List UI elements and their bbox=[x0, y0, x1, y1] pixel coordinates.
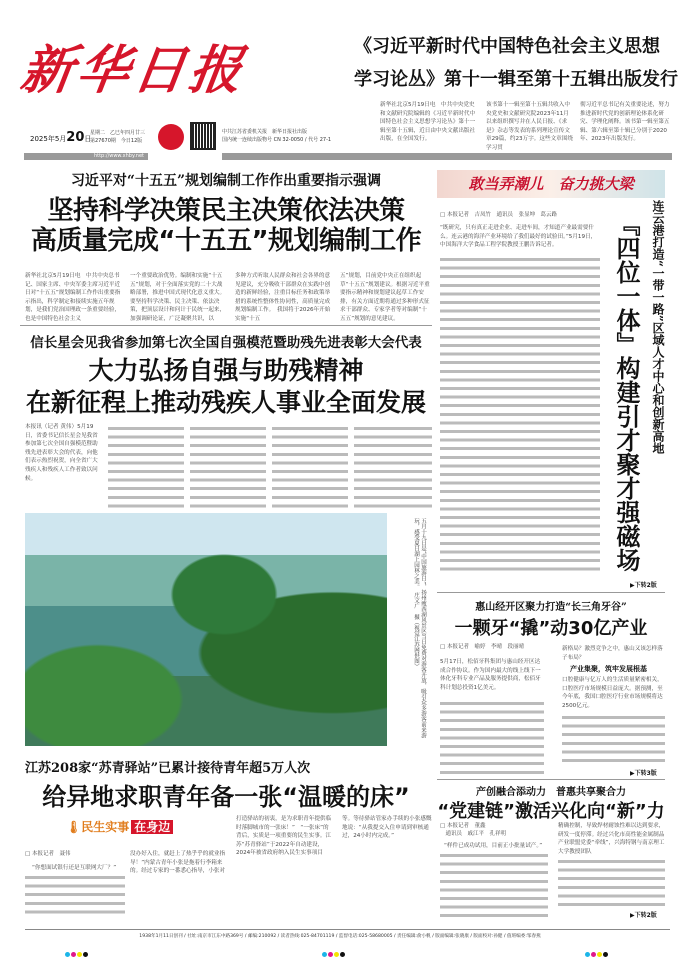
story5-body bbox=[558, 858, 665, 908]
byline: 本报记者 聂伟 bbox=[31, 851, 71, 857]
badge-text2: 在身边 bbox=[131, 820, 173, 834]
story5-byline: □ 本报记者 董鑫 通讯员 戚江平 孔祥明 bbox=[440, 823, 507, 837]
story4-side2: 口腔健康与亿万人的生活质量紧密相关，口腔医疗市场规模日益庞大。据预测，至今年底，我国口腔医疗行业市场规模将达2500亿元。 bbox=[562, 677, 663, 709]
story5-lead: “样件已成功试用，目前正小批量试产。” bbox=[444, 843, 543, 849]
color-marks-icon bbox=[65, 942, 89, 961]
story3-col4: 等。等待驿站管家办手续的小张感慨地说：“从我提交入住申请到审核通过，24小时内完成。” bbox=[342, 816, 432, 840]
story3-body bbox=[25, 874, 125, 919]
right-lead: “既研究，只有真正走进企业、走进车间，才知道产业最需要什么。连云港的海洋产业环境给了我们最好的试验田。”5月19日，中国海洋大学食品工程学院教授王鹏告诉记者。 bbox=[440, 225, 597, 249]
publisher-info bbox=[222, 128, 331, 144]
issue-date bbox=[30, 130, 91, 145]
lead-headline-line1: 《习近平新时代中国特色社会主义思想 bbox=[354, 36, 660, 57]
lead-headline-line2: 学习论丛》第十一辑至第十五辑出版发行 bbox=[354, 69, 678, 90]
divider bbox=[437, 592, 665, 593]
lead-headline bbox=[354, 30, 678, 96]
website-link[interactable]: http://www.xhby.net bbox=[24, 153, 148, 160]
header-bar bbox=[222, 153, 672, 160]
story4-side: 新格局？激烈竞争之中，惠山又该怎样落子布局？ bbox=[562, 646, 663, 661]
right-body bbox=[440, 256, 600, 576]
qr-code-icon bbox=[190, 122, 216, 150]
cn-number: 国内统一连续出版物号 CN 32-0050 / 代号 27-1 bbox=[222, 137, 332, 143]
story4-lead: 5月17日，松佰牙科集团与惠山经开区达成合作协议。作为国内最大的线上线下一体化牙科专业产品及服务提供商，松佰牙科计划总投资1亿美元。 bbox=[440, 659, 541, 691]
date-suffix: 日 bbox=[84, 135, 92, 143]
jump-link[interactable]: ▶下转2版 bbox=[630, 912, 657, 919]
color-marks-icon bbox=[322, 942, 346, 961]
lead-body-col2: 该书第十一辑至第十五辑共收入中央党史和文献研究院2023年11月以来组织撰写并在人民日报、《求是》杂志等发表的系列理论宣传文章29篇，约23万字。这些文章围绕学习贯 bbox=[486, 102, 573, 151]
story2-kicker: 信长星会见我省参加第七次全国自强模范暨助残先进表彰大会代表 bbox=[30, 335, 422, 351]
color-marks-icon bbox=[585, 942, 609, 961]
story1-kicker: 习近平对“十五五”规划编制工作作出重要指示强调 bbox=[70, 173, 382, 189]
story1-headline-line1: 坚持科学决策民主决策依法决策 bbox=[47, 196, 405, 226]
story2-body bbox=[272, 425, 348, 509]
divider bbox=[437, 779, 665, 780]
story2-headline-line1: 大力弘扬自强与助残精神 bbox=[88, 356, 364, 385]
caption-text: 五月十九日是“中国旅游日”，扬州瘦西湖风景区当日免费对游客开放，吸引众多游客前来游玩，感受夏日湖上园林之美。 bbox=[413, 518, 426, 739]
story2-headline-line2: 在新征程上推动残疾人事业全面发展 bbox=[25, 388, 426, 417]
thermometer-icon: 🌡 bbox=[66, 820, 82, 834]
badge-text1: 民生实事 bbox=[81, 820, 130, 834]
weekday: 星期二 乙巳年四月廿三 bbox=[90, 130, 146, 136]
feature-badge bbox=[66, 818, 173, 835]
story3-col3: 打造驿站的初衷，是为求职青年提供临时落脚城市的一张床！” “一张床”的背后，实质是一项重要的民生实事。江苏“苏青驿站”于2022年自动建设，2024年被省政府纳入民生实事项目 bbox=[236, 816, 332, 857]
story2-body bbox=[190, 425, 266, 509]
issue-number: 第27670期 今日12版 bbox=[90, 138, 143, 144]
story1-headline bbox=[20, 196, 432, 256]
story1-col: 一个重要政治优势。编制和实施“十五五”规划，对于全面落实党的二十大战略部署，推进中国式现代化意义重大。要坚持科学决策、民主决策、依法决策，把顶层设计和问计于民统一起来，加强调研论证，广泛凝聚共识，以 bbox=[130, 273, 226, 322]
photo-slender-west-lake bbox=[25, 513, 387, 746]
byline: 通讯员 戚江平 孔祥明 bbox=[445, 830, 507, 837]
right-headline: 『四位一体』构建引才聚才强磁场 bbox=[612, 212, 640, 572]
publisher: 中共江苏省委机关报 新华日报社出版 bbox=[222, 129, 308, 135]
jump-link[interactable]: ▶下转2版 bbox=[630, 582, 657, 589]
issue-info bbox=[90, 129, 145, 145]
story2-lead: 本报讯（记者 黄伟）5月19日，省委书记信长星会见我省参加第七次全国自强模范暨助残先进表彰大会的代表，向他们表示热烈祝贺，向全省广大残疾人和残疾人工作者致以问候。 bbox=[25, 424, 98, 482]
story1-headline-line2: 高质量完成“十五五”规划编制工作 bbox=[30, 226, 422, 256]
story3-kicker: 江苏208家“苏青驿站”已累计接待青年超5万人次 bbox=[25, 761, 311, 776]
byline: 本报记者 吉凤竹 通讯员 张显坤 葛云路 bbox=[446, 212, 557, 218]
story4-headline: 一颗牙“撬”动30亿产业 bbox=[454, 618, 648, 639]
story3-byline: □ 本报记者 聂伟 bbox=[25, 851, 71, 857]
story5-col2: 精确控制，导致焊材耐蚀性难以达到要求，研发一度停滞。经过兴化市高性能金属制品产业联盟党委“牵线”，兴海特钢与南京理工大学教授团队 bbox=[558, 823, 665, 855]
story3-col2: 没办好入住，就赶上了热乎乎的就业指导！”内蒙古青年小张是拖着行李箱来的。经过专家的一番悉心指导，小张对 bbox=[130, 851, 226, 875]
photo-credit: 庄文广 摄（视觉江苏网供图） bbox=[413, 592, 419, 670]
story5-body bbox=[440, 852, 548, 918]
story3-headline: 给异地求职青年备一张“温暖的床” bbox=[42, 783, 410, 811]
story4-body bbox=[562, 714, 665, 766]
masthead-logo: 新华日报 bbox=[17, 40, 250, 101]
press-logo-icon bbox=[158, 124, 184, 150]
story5-kicker: 产创融合添动力 普惠共享聚合力 bbox=[476, 787, 626, 798]
lead-body-col1: 新华社北京5月19日电 中共中央党史和文献研究院编辑的《习近平新时代中国特色社会主义思想学习论丛》第十一辑至第十五辑，近日由中央文献出版社出版，在全国发行。 bbox=[380, 102, 476, 143]
story4-body bbox=[440, 700, 544, 778]
photo-caption bbox=[392, 518, 426, 744]
story2-body bbox=[108, 425, 184, 509]
footer-rule bbox=[25, 929, 670, 930]
story4-subhead: 产业集聚，筑牢发展根基 bbox=[570, 665, 647, 673]
series-banner: 敢当弄潮儿 奋力挑大梁 bbox=[437, 170, 665, 198]
date-prefix: 2025年5月 bbox=[30, 135, 67, 143]
story2-headline bbox=[20, 355, 432, 419]
divider bbox=[20, 325, 432, 326]
story3-lead: “你想面试银行还是互联网大厂？” bbox=[32, 865, 117, 871]
date-day: 20 bbox=[66, 130, 85, 145]
story2-body bbox=[354, 425, 432, 509]
story4-kicker: 惠山经开区聚力打造“长三角牙谷” bbox=[475, 602, 627, 613]
byline: 本报记者 董鑫 bbox=[446, 823, 486, 829]
story1-col: 多种方式听取人民群众和社会各界的意见建议，充分吸收干部群众在实践中创造的新鲜经验，注重目标任务和政策举措的系统性整体性协同性，高质量完成规划编制工作。 我国将于2026年开始实施“十五 bbox=[235, 273, 331, 322]
story5-headline: “党建链”激活兴化向“新”力 bbox=[437, 801, 665, 822]
right-kicker: 连云港打造“一带一路”区域人才中心和创新高地 bbox=[651, 200, 665, 454]
story4-byline: □ 本报记者 喻婷 李晴 段丽晴 bbox=[440, 644, 524, 650]
story1-col: 五”规划，目前党中央正在组织起草“十五五”规划建议。根据习近平重要指示精神和规划建议起草工作安排，有关方面近期将通过多种形式征求干部群众、专家学者等对编制“十五五”规划的意见建议。 bbox=[340, 273, 430, 322]
right-byline: □ 本报记者 吉凤竹 通讯员 张显坤 葛云路 bbox=[440, 212, 557, 218]
story1-col: 新华社北京5月19日电 中共中央总书记、国家主席、中央军委主席习近平近日对“十五五”规划编制工作作出重要指示指出，科学制定和接续实施五年规划，是我们党治国理政一条重要经验，也是中国特色社会主义 bbox=[25, 273, 121, 322]
lead-body-col3: 彻习近平总书记有关重要论述，努力推进新时代党的创新理论体系化研究、学理化阐释。该书第一辑至第五辑、第六辑至第十辑已分别于2020年、2023年出版发行。 bbox=[580, 102, 670, 143]
footer-info: 1938年1月11日创刊 / 社址:南京市江东中路369号 / 邮编:210092 / 读者热线:025-84701119 / 监督电话:025-58680005 / 责任编辑:俞小帆 / 版面编辑:张晓康 / 版面校对:孙健 / 值班编委:邹春燕 bbox=[139, 934, 541, 939]
jump-link[interactable]: ▶下转3版 bbox=[630, 770, 657, 777]
byline: 本报记者 喻婷 李晴 段丽晴 bbox=[446, 644, 524, 650]
